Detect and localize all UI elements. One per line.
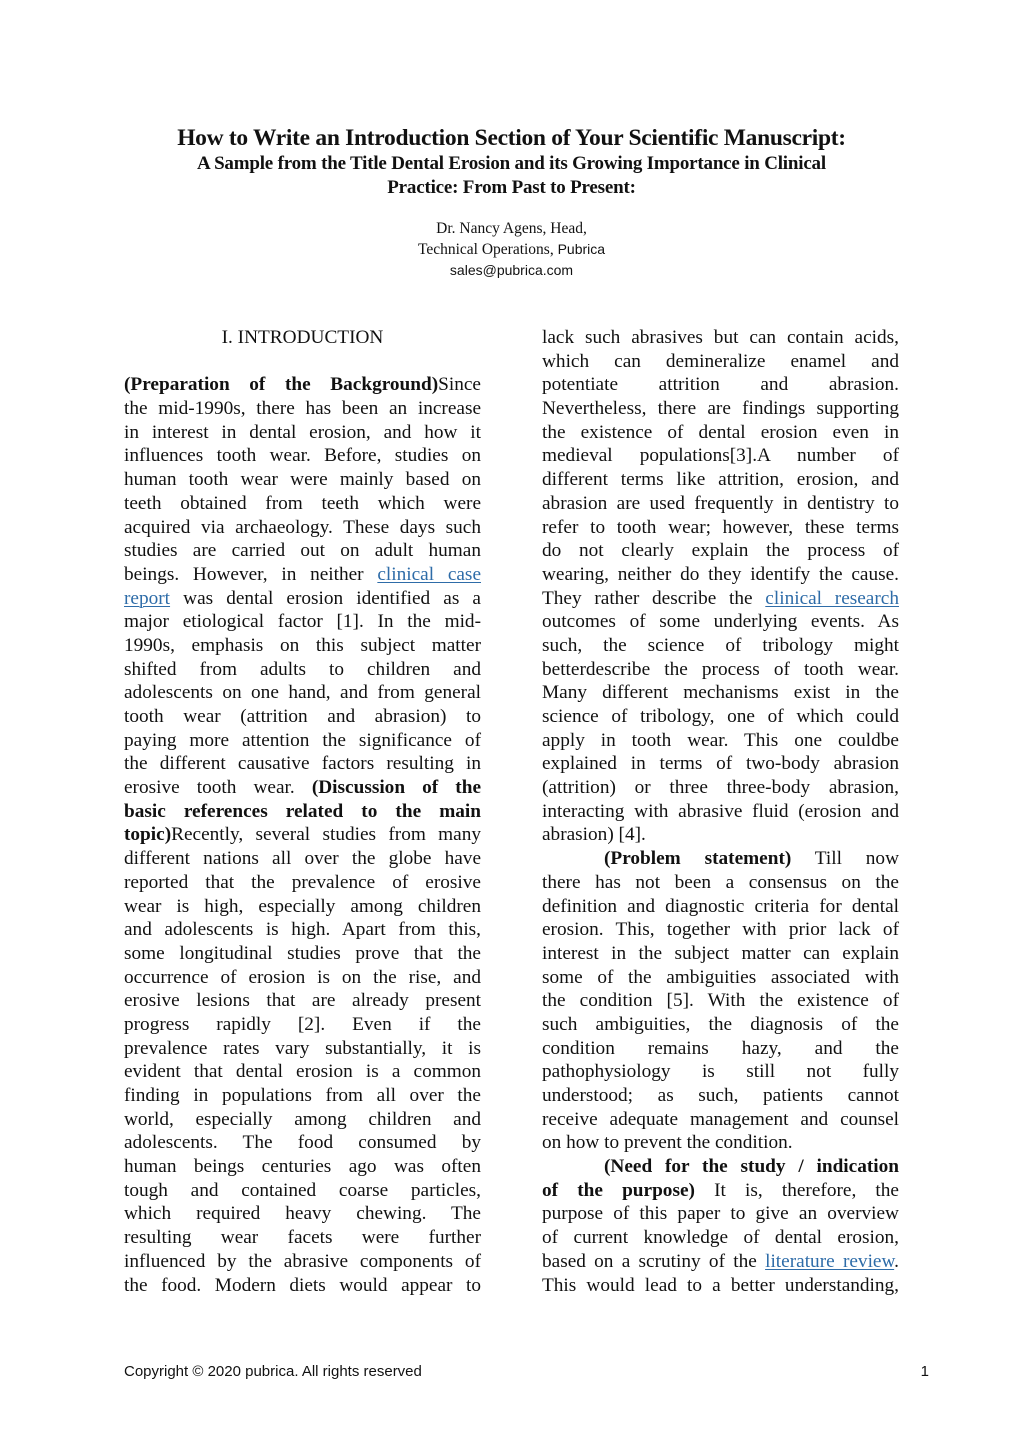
text-line: the condition [5]. With the existence of (542, 990, 899, 1012)
text-line: pathophysiology is still not fully (542, 1061, 899, 1083)
page-footer (124, 1363, 929, 1385)
text-line: reported that the prevalence of erosive (124, 871, 481, 893)
text-line: potentiate attrition and abrasion. (542, 374, 899, 396)
section-heading: I. INTRODUCTION (221, 327, 384, 348)
text-line: medieval populations[3].A number of (542, 445, 899, 467)
rhetorical-label: (Discussion of the (311, 777, 481, 799)
text-line: beings. However, in neither clinical case (124, 563, 481, 585)
text-line: do not clearly explain the process of (542, 540, 899, 562)
left-column (124, 326, 481, 1297)
text-line: (Problem statement) Till now (604, 848, 900, 870)
text-line: betterdescribe the process of tooth wear. (542, 658, 899, 680)
text-line: purpose of this paper to give an overview (542, 1203, 899, 1225)
text-line: lack such abrasives but can contain acids, (542, 327, 899, 348)
text-line: interest in the subject matter can explain (542, 942, 899, 964)
copyright-notice: Copyright © 2020 pubrica. All rights reserved (124, 1363, 422, 1380)
text-line: topic)Recently, several studies from many (124, 824, 481, 846)
rhetorical-label: of the purpose) (542, 1179, 695, 1201)
text-line: explained in terms of two-body abrasion (542, 753, 899, 775)
text-line: report was dental erosion identified as a (124, 587, 481, 609)
title-block (100, 124, 923, 200)
text-line: human tooth wear were mainly based on (124, 469, 481, 491)
text-line: which required heavy chewing. The (124, 1203, 481, 1225)
text-line: tooth wear (attrition and abrasion) to (124, 706, 481, 728)
text-line: wearing, neither do they identify the cause. (542, 563, 899, 585)
text-line: occurrence of erosion is on the rise, and (124, 966, 481, 988)
text-line: adolescents. The food consumed by (124, 1132, 481, 1154)
text-line: influences tooth wear. Before, studies on (124, 445, 481, 467)
text-line: of the purpose) It is, therefore, the (542, 1179, 899, 1201)
text-line: erosion. This, together with prior lack of (542, 919, 899, 941)
rhetorical-label: (Problem statement) (604, 848, 792, 870)
text-line: shifted from adults to children and (124, 658, 481, 680)
text-line: which can demineralize enamel and (542, 350, 899, 372)
clinical-research-link[interactable]: clinical research (765, 587, 899, 609)
text-line: Many different mechanisms exist in the (542, 682, 899, 704)
literature-review-link[interactable]: literature review (765, 1250, 895, 1272)
document-title: How to Write an Introduction Section of Your Scientific Manuscript: (177, 125, 846, 151)
text-line: understood; as such, patients cannot (542, 1085, 899, 1106)
text-line: teeth obtained from teeth which were (124, 492, 481, 514)
text-line: acquired via archaeology. These days such (124, 516, 481, 538)
text-line: the mid-1990s, there has been an increase (124, 398, 481, 420)
text-line: (attrition) or three three-body abrasion, (542, 777, 899, 799)
document-subtitle-line-2: Practice: From Past to Present: (387, 177, 636, 198)
text-line: apply in tooth wear. This one couldbe (542, 729, 899, 751)
rhetorical-label: (Preparation of the Background) (124, 374, 439, 396)
text-line: finding in populations from all over the (124, 1085, 481, 1107)
text-line: different nations all over the globe have (124, 848, 481, 870)
text-line: definition and diagnostic criteria for dental (542, 895, 899, 917)
text-line: different terms like attrition, erosion, and (542, 469, 899, 491)
text-line: This would lead to a better understanding, (542, 1274, 899, 1296)
text-line: outcomes of some underlying events. As (542, 611, 899, 633)
right-column (542, 326, 899, 1297)
text-line: such ambiguities, the diagnosis of the (542, 1013, 899, 1035)
author-name: Dr. Nancy Agens, Head, (436, 220, 587, 237)
text-line: science of tribology, one of which could (542, 706, 899, 727)
text-line: world, especially among children and (124, 1108, 481, 1130)
rhetorical-label: topic) (124, 824, 172, 846)
text-line: there has not been a consensus on the (542, 871, 899, 893)
page-number: 1 (920, 1363, 929, 1380)
text-line: (Preparation of the Background)Since (124, 374, 481, 396)
text-line: evident that dental erosion is a common (124, 1061, 481, 1083)
text-line: Nevertheless, there are findings supporting (542, 398, 899, 420)
text-line: prevalence rates vary substantially, it is (124, 1037, 481, 1059)
text-line: human beings centuries ago was often (124, 1156, 481, 1178)
text-line: major etiological factor [1]. In the mid- (124, 611, 481, 633)
text-line: some longitudinal studies prove that the (124, 942, 481, 964)
text-line: some of the ambiguities associated with (542, 966, 899, 988)
text-line: resulting wear facets were further (124, 1227, 481, 1249)
text-line: wear is high, especially among children (124, 895, 481, 917)
affiliation-department: Technical Operations, (417, 241, 558, 258)
text-line: interacting with abrasive fluid (erosion and (542, 800, 899, 822)
clinical-case-report-link[interactable]: clinical case (377, 563, 481, 585)
author-email: sales@pubrica.com (449, 262, 574, 278)
text-line: in interest in dental erosion, and how it (124, 421, 481, 443)
text-line: erosive lesions that are already present (124, 990, 481, 1012)
text-line: condition remains hazy, and the (542, 1037, 899, 1059)
text-line: of current knowledge of dental erosion, (542, 1227, 899, 1249)
author-block (100, 218, 923, 281)
text-line: basic references related to the main (124, 800, 481, 822)
text-line: the food. Modern diets would appear to (124, 1274, 481, 1296)
text-line: erosive tooth wear. (Discussion of the (124, 777, 481, 799)
text-line: the different causative factors resulting in (124, 753, 481, 775)
document-subtitle-line-1: A Sample from the Title Dental Erosion and its Growing Importance in Clinical (197, 153, 826, 174)
text-line: paying more attention the significance of (124, 729, 481, 751)
text-line: abrasion) [4]. (542, 824, 646, 846)
text-line: progress rapidly [2]. Even if the (124, 1013, 481, 1035)
text-line: based on a scrutiny of the literature review. (542, 1250, 899, 1272)
text-line: studies are carried out on adult human (124, 540, 481, 562)
author-affiliation (100, 239, 923, 260)
text-line: receive adequate management and counsel (542, 1108, 899, 1130)
text-line: refer to tooth wear; however, these terms (542, 516, 899, 538)
text-line: on how to prevent the condition. (542, 1132, 793, 1154)
text-line: 1990s, emphasis on this subject matter (124, 634, 481, 656)
text-line: tough and contained coarse particles, (124, 1179, 481, 1201)
text-line: (Need for the study / indication (604, 1156, 899, 1178)
text-line: They rather describe the clinical research (542, 587, 899, 609)
text-line: influenced by the abrasive components of (124, 1250, 481, 1272)
text-line: and adolescents is high. Apart from this, (124, 919, 481, 941)
affiliation-organization: Pubrica (557, 241, 606, 257)
text-line: such, the science of tribology might (542, 634, 899, 656)
text-line: the existence of dental erosion even in (542, 421, 899, 443)
clinical-case-report-link-continued[interactable]: report (124, 587, 171, 609)
text-line: abrasion are used frequently in dentistry to (542, 492, 899, 514)
text-line: adolescents on one hand, and from general (124, 682, 481, 704)
